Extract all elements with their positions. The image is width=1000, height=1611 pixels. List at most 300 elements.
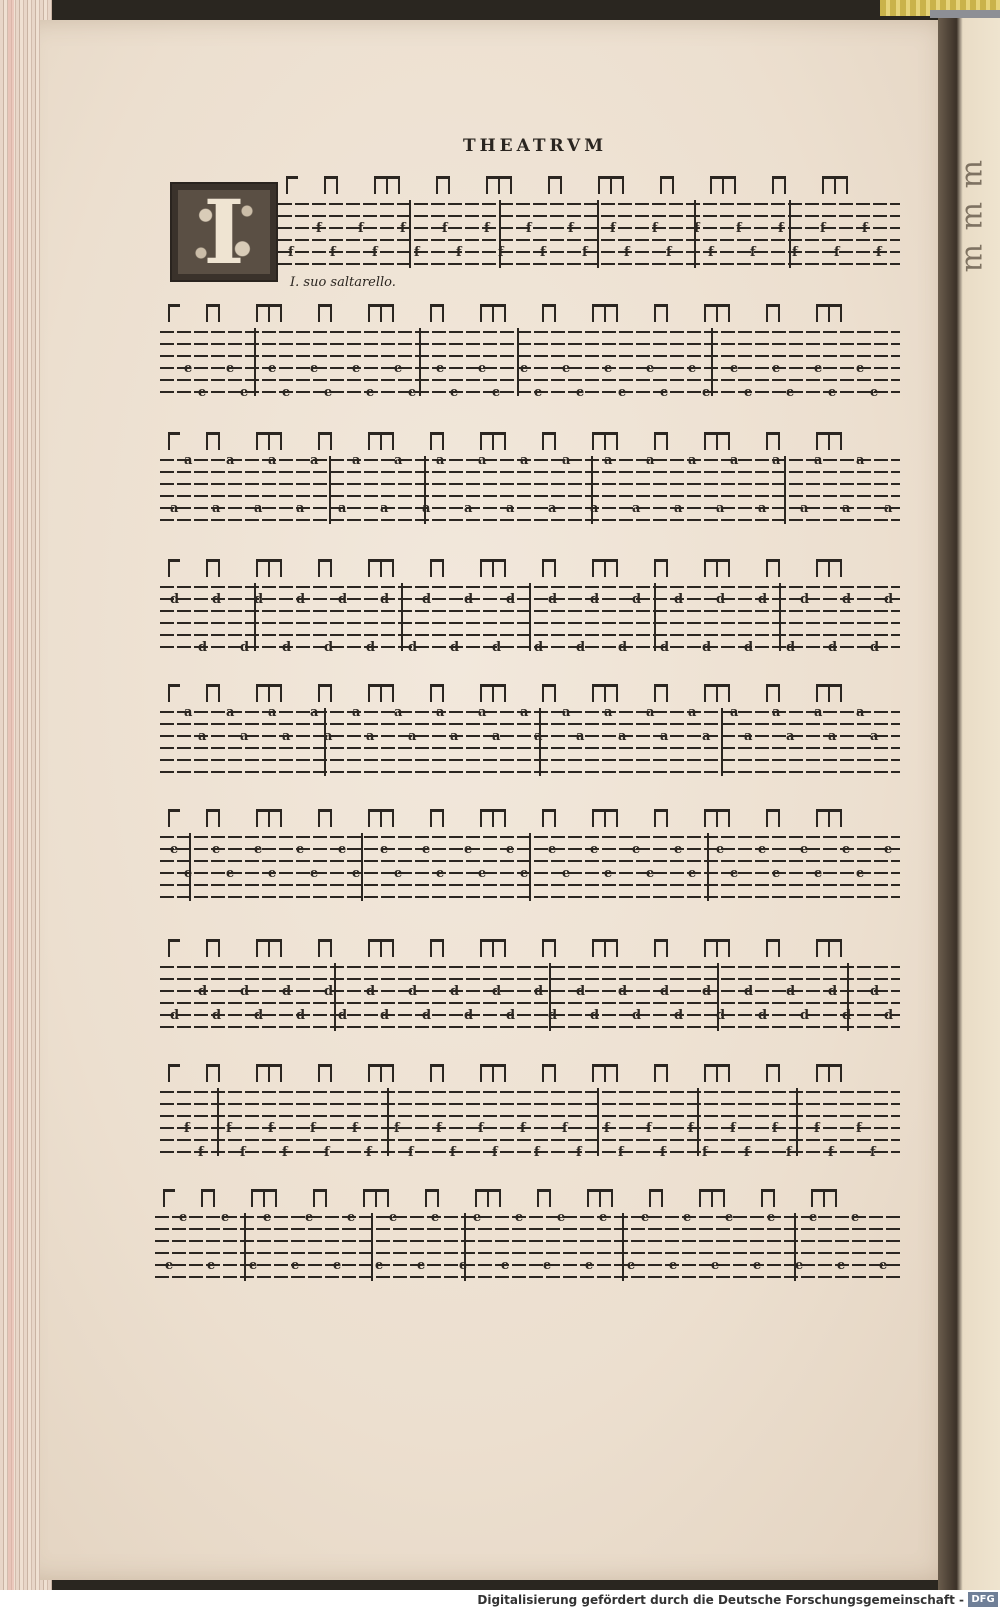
fret-letter: d <box>254 1008 264 1023</box>
fret-letter: e <box>688 866 697 881</box>
facing-page-text: ɯ ɯ ɯ <box>958 160 993 275</box>
fret-letter: d <box>884 592 894 607</box>
fret-letter: d <box>198 984 208 999</box>
fret-letter: e <box>268 866 277 881</box>
rhythm-flag <box>592 1064 618 1082</box>
fret-letter: a <box>730 453 739 468</box>
fret-letter: a <box>562 705 571 720</box>
fret-letter: e <box>669 1258 678 1273</box>
fret-letter: f <box>814 1121 820 1136</box>
fret-letter: a <box>366 729 375 744</box>
fret-letter: a <box>296 501 305 516</box>
fret-letter: d <box>296 1008 306 1023</box>
fret-letter: a <box>716 501 725 516</box>
rhythm-flag <box>704 559 730 577</box>
rhythm-flag <box>537 1189 551 1207</box>
fret-letter: a <box>646 705 655 720</box>
fret-letter: e <box>492 385 501 400</box>
fret-letter: e <box>478 866 487 881</box>
rhythm-flag <box>168 432 180 450</box>
fret-letter: d <box>702 640 712 655</box>
fret-letter: d <box>660 984 670 999</box>
rhythm-flag <box>286 176 298 194</box>
rhythm-flag <box>430 939 444 957</box>
fret-letter: e <box>375 1258 384 1273</box>
fret-letter: a <box>562 453 571 468</box>
rhythm-flag <box>598 176 624 194</box>
rhythm-flag <box>206 684 220 702</box>
fret-letter: f <box>226 1121 232 1136</box>
fret-letter: a <box>212 501 221 516</box>
fret-letter: a <box>422 501 431 516</box>
fret-letter: f <box>688 1121 694 1136</box>
rhythm-flag <box>318 809 332 827</box>
fret-letter: e <box>506 842 515 857</box>
fret-letter: d <box>632 592 642 607</box>
footer-bar <box>0 1590 1000 1611</box>
fret-letter: e <box>557 1210 566 1225</box>
rhythm-flag <box>480 559 506 577</box>
fret-letter: a <box>478 705 487 720</box>
fret-letter: e <box>254 842 263 857</box>
fret-letter: a <box>856 453 865 468</box>
rhythm-flag <box>766 559 780 577</box>
rhythm-flag <box>816 432 842 450</box>
fret-letter: f <box>478 1121 484 1136</box>
fret-letter: e <box>296 842 305 857</box>
fret-letter: e <box>744 385 753 400</box>
fret-letter: a <box>170 501 179 516</box>
fret-letter: f <box>498 245 504 260</box>
fret-letter: a <box>226 453 235 468</box>
fret-letter: d <box>534 640 544 655</box>
rhythm-flag <box>206 432 220 450</box>
fret-letter: a <box>534 729 543 744</box>
fret-letter: a <box>268 705 277 720</box>
fret-letter: f <box>624 245 630 260</box>
fret-letter: f <box>492 1145 498 1160</box>
rhythm-flag <box>251 1189 277 1207</box>
tablature-staff <box>160 555 900 675</box>
fret-letter: f <box>324 1145 330 1160</box>
fret-letter: e <box>422 842 431 857</box>
fret-letter: d <box>338 592 348 607</box>
rhythm-flag <box>480 304 506 322</box>
fret-letter: e <box>478 361 487 376</box>
fret-letter: a <box>268 453 277 468</box>
fret-letter: e <box>394 361 403 376</box>
fret-letter: e <box>842 842 851 857</box>
fret-letter: e <box>333 1258 342 1273</box>
fret-letter: d <box>618 640 628 655</box>
fret-letter: e <box>352 361 361 376</box>
fret-letter: a <box>380 501 389 516</box>
initial-letter: I <box>203 180 245 284</box>
fret-letter: e <box>772 866 781 881</box>
tablature-system <box>155 1185 900 1305</box>
fret-letter: f <box>316 221 322 236</box>
fret-letter: e <box>660 385 669 400</box>
fret-letter: e <box>618 385 627 400</box>
fret-letter: d <box>576 984 586 999</box>
rhythm-flag <box>542 432 556 450</box>
fret-letter: d <box>422 592 432 607</box>
rhythm-flag <box>480 432 506 450</box>
rhythm-flag <box>766 939 780 957</box>
fret-letter: f <box>372 245 378 260</box>
rhythm-flag <box>704 684 730 702</box>
fret-letter: d <box>828 640 838 655</box>
rhythm-flag <box>766 1064 780 1082</box>
fret-letter: f <box>772 1121 778 1136</box>
rhythm-flag <box>168 939 180 957</box>
rhythm-flag <box>480 1064 506 1082</box>
running-head-text: THEATRVM <box>462 136 608 156</box>
tablature-system <box>160 300 900 420</box>
fret-letter: a <box>604 705 613 720</box>
tablature-system <box>278 172 900 292</box>
fret-letter: a <box>520 705 529 720</box>
fret-letter: e <box>165 1258 174 1273</box>
fret-letter: a <box>506 501 515 516</box>
rhythm-flag <box>654 432 668 450</box>
fret-letter: e <box>520 361 529 376</box>
rhythm-flag <box>654 684 668 702</box>
fret-letter: a <box>786 729 795 744</box>
rhythm-flag <box>704 939 730 957</box>
footer-credit: Digitalisierung gefördert durch die Deutsche Forschungsgemeinschaft - <box>477 1593 964 1607</box>
rhythm-flag <box>772 176 786 194</box>
rhythm-flag <box>542 1064 556 1082</box>
fret-letter: e <box>814 866 823 881</box>
fret-letter: e <box>627 1258 636 1273</box>
fret-letter: e <box>884 842 893 857</box>
rhythm-flag <box>480 809 506 827</box>
tablature-system <box>160 428 900 548</box>
rhythm-flag <box>256 1064 282 1082</box>
fret-letter: f <box>330 245 336 260</box>
fret-letter: e <box>725 1210 734 1225</box>
fret-letter: e <box>856 866 865 881</box>
fret-letter: f <box>310 1121 316 1136</box>
rhythm-flag <box>660 176 674 194</box>
fret-letter: e <box>800 842 809 857</box>
fret-letter: e <box>543 1258 552 1273</box>
fret-letter: a <box>310 453 319 468</box>
fret-letter: d <box>240 640 250 655</box>
fret-letter: a <box>324 729 333 744</box>
fret-letter: d <box>744 984 754 999</box>
rhythm-flag <box>168 684 180 702</box>
fret-letter: e <box>324 385 333 400</box>
fret-letter: a <box>814 453 823 468</box>
fret-letter: d <box>884 1008 894 1023</box>
fret-letter: e <box>646 361 655 376</box>
rhythm-flag <box>430 304 444 322</box>
rhythm-flag <box>704 809 730 827</box>
fret-letter: d <box>170 1008 180 1023</box>
fret-letter: e <box>870 385 879 400</box>
rhythm-flag <box>256 809 282 827</box>
fret-letter: e <box>702 385 711 400</box>
fret-letter: d <box>632 1008 642 1023</box>
fret-letter: f <box>534 1145 540 1160</box>
fret-letter: d <box>464 1008 474 1023</box>
fret-letter: f <box>862 221 868 236</box>
fret-letter: d <box>450 984 460 999</box>
fret-letter: f <box>456 245 462 260</box>
rhythm-flag <box>542 684 556 702</box>
tablature-staff <box>155 1185 900 1305</box>
fret-letter: f <box>646 1121 652 1136</box>
fret-letter: a <box>870 729 879 744</box>
rhythm-flag <box>368 559 394 577</box>
fret-letter: a <box>450 729 459 744</box>
fret-letter: f <box>268 1121 274 1136</box>
rhythm-flag <box>548 176 562 194</box>
tablature-system <box>160 935 900 1055</box>
fret-letter: e <box>436 866 445 881</box>
fret-letter: f <box>408 1145 414 1160</box>
rhythm-flag <box>480 939 506 957</box>
fret-letter: f <box>436 1121 442 1136</box>
rhythm-flag <box>542 809 556 827</box>
fret-letter: f <box>736 221 742 236</box>
rhythm-flag <box>425 1189 439 1207</box>
fret-letter: d <box>674 592 684 607</box>
fret-letter: f <box>450 1145 456 1160</box>
fret-letter: e <box>282 385 291 400</box>
fret-letter: d <box>198 640 208 655</box>
fret-letter: f <box>618 1145 624 1160</box>
rhythm-flag <box>430 559 444 577</box>
fret-letter: f <box>708 245 714 260</box>
rhythm-flag <box>542 939 556 957</box>
rhythm-flag <box>256 304 282 322</box>
fret-letter: d <box>828 984 838 999</box>
fret-letter: f <box>870 1145 876 1160</box>
rhythm-flag <box>766 809 780 827</box>
fret-letter: f <box>526 221 532 236</box>
fret-letter: e <box>795 1258 804 1273</box>
fret-letter: d <box>408 984 418 999</box>
fret-letter: a <box>478 453 487 468</box>
fret-letter: f <box>744 1145 750 1160</box>
rhythm-flag <box>592 809 618 827</box>
rhythm-flag <box>822 176 848 194</box>
rhythm-flag <box>368 809 394 827</box>
fret-letter: f <box>562 1121 568 1136</box>
fret-letter: a <box>520 453 529 468</box>
fret-letter: e <box>366 385 375 400</box>
fret-letter: d <box>534 984 544 999</box>
fret-letter: e <box>772 361 781 376</box>
fret-letter: e <box>599 1210 608 1225</box>
fret-letter: f <box>666 245 672 260</box>
rhythm-flag <box>368 939 394 957</box>
fret-letter: e <box>562 361 571 376</box>
fret-letter: d <box>212 1008 222 1023</box>
tablature-staff <box>278 172 900 292</box>
fret-letter: a <box>226 705 235 720</box>
tablature-system <box>160 805 900 925</box>
rhythm-flag <box>206 939 220 957</box>
fret-letter: e <box>310 866 319 881</box>
fret-letter: a <box>884 501 893 516</box>
fret-letter: e <box>184 361 193 376</box>
fret-letter: e <box>212 842 221 857</box>
fret-letter: d <box>758 1008 768 1023</box>
rhythm-flag <box>811 1189 837 1207</box>
tablature-staff <box>160 428 900 548</box>
fret-letter: a <box>688 705 697 720</box>
rhythm-flag <box>430 1064 444 1082</box>
fret-letter: e <box>408 385 417 400</box>
rhythm-flag <box>649 1189 663 1207</box>
fret-letter: f <box>576 1145 582 1160</box>
fret-letter: f <box>778 221 784 236</box>
fret-letter: f <box>582 245 588 260</box>
piece-caption: I. suo saltarello. <box>290 275 396 290</box>
fret-letter: e <box>604 866 613 881</box>
fret-letter: e <box>179 1210 188 1225</box>
rhythm-flag <box>318 684 332 702</box>
rhythm-flag <box>256 684 282 702</box>
fret-letter: d <box>674 1008 684 1023</box>
fret-letter: e <box>431 1210 440 1225</box>
rhythm-flag <box>206 809 220 827</box>
rhythm-flag <box>430 684 444 702</box>
tablature-system <box>160 680 900 800</box>
fret-letter: e <box>590 842 599 857</box>
rhythm-flag <box>368 684 394 702</box>
rhythm-flag <box>766 684 780 702</box>
rhythm-flag <box>542 304 556 322</box>
rhythm-flag <box>430 809 444 827</box>
fret-letter: d <box>576 640 586 655</box>
rhythm-flag <box>654 939 668 957</box>
rhythm-flag <box>430 432 444 450</box>
fret-letter: e <box>389 1210 398 1225</box>
fret-letter: d <box>422 1008 432 1023</box>
fret-letter: a <box>184 705 193 720</box>
fret-letter: d <box>548 1008 558 1023</box>
rhythm-flag <box>587 1189 613 1207</box>
rhythm-flag <box>710 176 736 194</box>
rhythm-flag <box>766 432 780 450</box>
fret-letter: a <box>730 705 739 720</box>
fret-letter: d <box>492 984 502 999</box>
fret-letter: e <box>562 866 571 881</box>
fret-letter: f <box>442 221 448 236</box>
fret-letter: a <box>590 501 599 516</box>
tablature-system <box>160 1060 900 1180</box>
fret-letter: a <box>352 705 361 720</box>
fret-letter: f <box>540 245 546 260</box>
fret-letter: e <box>380 842 389 857</box>
rhythm-flag <box>699 1189 725 1207</box>
fret-letter: e <box>221 1210 230 1225</box>
fret-letter: e <box>548 842 557 857</box>
fret-letter: f <box>366 1145 372 1160</box>
fret-letter: f <box>694 221 700 236</box>
fret-letter: e <box>464 842 473 857</box>
fret-letter: e <box>291 1258 300 1273</box>
rhythm-flag <box>168 1064 180 1082</box>
fret-letter: a <box>254 501 263 516</box>
fret-letter: a <box>856 705 865 720</box>
fret-letter: e <box>730 361 739 376</box>
fret-letter: a <box>688 453 697 468</box>
fret-letter: e <box>436 361 445 376</box>
fret-letter: e <box>730 866 739 881</box>
fret-letter: f <box>604 1121 610 1136</box>
fret-letter: a <box>310 705 319 720</box>
page-edge-tint <box>8 0 14 1590</box>
fret-letter: a <box>338 501 347 516</box>
rhythm-flag <box>374 176 400 194</box>
rhythm-flag <box>704 1064 730 1082</box>
fret-letter: e <box>828 385 837 400</box>
fret-letter: a <box>394 705 403 720</box>
tablature-staff <box>160 1060 900 1180</box>
fret-letter: d <box>786 984 796 999</box>
rhythm-flag <box>206 1064 220 1082</box>
fret-letter: f <box>792 245 798 260</box>
fret-letter: f <box>786 1145 792 1160</box>
rhythm-flag <box>368 1064 394 1082</box>
fret-letter: e <box>837 1258 846 1273</box>
fret-letter: d <box>254 592 264 607</box>
fret-letter: a <box>758 501 767 516</box>
rhythm-flag <box>163 1189 175 1207</box>
fret-letter: f <box>520 1121 526 1136</box>
fret-letter: d <box>716 1008 726 1023</box>
fret-letter: f <box>400 221 406 236</box>
fret-letter: a <box>814 705 823 720</box>
rhythm-flag <box>816 559 842 577</box>
fret-letter: e <box>394 866 403 881</box>
fret-letter: d <box>380 592 390 607</box>
rhythm-flag <box>475 1189 501 1207</box>
fret-letter: a <box>240 729 249 744</box>
fret-letter: a <box>702 729 711 744</box>
fret-letter: e <box>459 1258 468 1273</box>
fret-letter: a <box>674 501 683 516</box>
fret-letter: e <box>758 842 767 857</box>
fret-letter: e <box>352 866 361 881</box>
rhythm-flag <box>256 432 282 450</box>
fret-letter: e <box>263 1210 272 1225</box>
rhythm-flag <box>168 809 180 827</box>
fret-letter: d <box>170 592 180 607</box>
fret-letter: d <box>450 640 460 655</box>
fret-letter: a <box>618 729 627 744</box>
rhythm-flag <box>654 559 668 577</box>
fret-letter: a <box>604 453 613 468</box>
fret-letter: f <box>414 245 420 260</box>
fret-letter: d <box>660 640 670 655</box>
rhythm-flag <box>654 809 668 827</box>
fret-letter: a <box>548 501 557 516</box>
running-head <box>0 136 1000 156</box>
rhythm-flag <box>486 176 512 194</box>
fret-letter: e <box>198 385 207 400</box>
fret-letter: f <box>352 1121 358 1136</box>
tablature-system <box>160 555 900 675</box>
fret-letter: d <box>380 1008 390 1023</box>
fret-letter: e <box>515 1210 524 1225</box>
